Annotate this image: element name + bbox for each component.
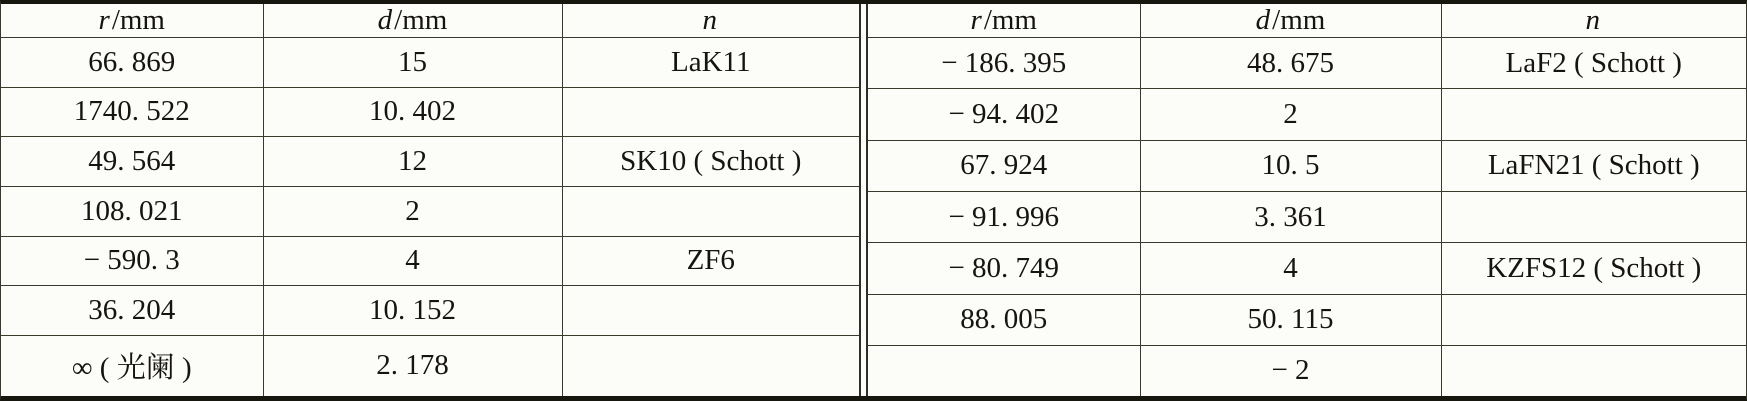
table-cell: 3. 361 <box>1140 191 1441 242</box>
table-cell <box>1441 89 1746 140</box>
table-row <box>868 89 1746 140</box>
table-cell: 10. 5 <box>1140 140 1441 191</box>
table-cell: 66. 869 <box>1 38 263 88</box>
table-cell: 88. 005 <box>868 294 1140 345</box>
table-cell: 10. 402 <box>263 87 562 137</box>
table-cell: 36. 204 <box>1 286 263 336</box>
column-header-d <box>263 4 562 38</box>
table-row <box>1 38 859 88</box>
column-header-symbol: n <box>702 4 717 36</box>
table-row <box>868 243 1746 294</box>
table-row <box>1 87 859 137</box>
column-header-symbol: n <box>1585 4 1600 36</box>
column-header-r <box>1 4 263 38</box>
table-cell: 48. 675 <box>1140 38 1441 89</box>
table-cell: 2 <box>263 186 562 236</box>
table-cell: SK10 ( Schott ) <box>562 137 859 187</box>
table-row <box>1 186 859 236</box>
table-cell: 67. 924 <box>868 140 1140 191</box>
table-cell <box>562 335 859 396</box>
lens-data-table-right <box>868 4 1746 396</box>
column-header-n <box>562 4 859 38</box>
table-cell <box>1441 294 1746 345</box>
table-cell: KZFS12 ( Schott ) <box>1441 243 1746 294</box>
table-row <box>1 236 859 286</box>
table-cell: 4 <box>1140 243 1441 294</box>
table-cell: 50. 115 <box>1140 294 1441 345</box>
table-row <box>868 140 1746 191</box>
table-cell: ∞ ( 光阑 ) <box>1 335 263 396</box>
table-cell: LaF2 ( Schott ) <box>1441 38 1746 89</box>
table-row <box>1 335 859 396</box>
table-row <box>1 137 859 187</box>
table-cell <box>562 186 859 236</box>
table-cell: 10. 152 <box>263 286 562 336</box>
table-row <box>868 294 1746 345</box>
table-row <box>868 38 1746 89</box>
column-header-r <box>868 4 1140 38</box>
header-row <box>868 4 1746 38</box>
table-cell: − 80. 749 <box>868 243 1140 294</box>
table-row <box>868 345 1746 396</box>
table-cell <box>1441 345 1746 396</box>
column-header-d <box>1140 4 1441 38</box>
table-cell: LaK11 <box>562 38 859 88</box>
table-cell <box>562 87 859 137</box>
table-cell: LaFN21 ( Schott ) <box>1441 140 1746 191</box>
table-cell: 15 <box>263 38 562 88</box>
table-cell: 1740. 522 <box>1 87 263 137</box>
table-cell: 49. 564 <box>1 137 263 187</box>
column-header-unit: /mm <box>394 4 448 36</box>
column-header-symbol: d <box>377 4 393 36</box>
column-header-n <box>1441 4 1746 38</box>
table-cell: − 2 <box>1140 345 1441 396</box>
table-cell: − 186. 395 <box>868 38 1140 89</box>
column-header-symbol: d <box>1255 4 1271 36</box>
table-cell <box>1441 191 1746 242</box>
table-cell: 2 <box>1140 89 1441 140</box>
table-cell: − 94. 402 <box>868 89 1140 140</box>
table-row <box>1 286 859 336</box>
column-header-unit: /mm <box>1272 4 1326 36</box>
table-cell: 4 <box>263 236 562 286</box>
table-cell: − 91. 996 <box>868 191 1140 242</box>
table-cell: − 590. 3 <box>1 236 263 286</box>
lens-data-table-left <box>1 4 859 396</box>
header-row <box>1 4 859 38</box>
table-cell: ZF6 <box>562 236 859 286</box>
column-header-symbol: r <box>970 4 982 36</box>
table-row <box>868 191 1746 242</box>
table-cell: 108. 021 <box>1 186 263 236</box>
column-header-unit: /mm <box>111 4 165 36</box>
table-cell: 12 <box>263 137 562 187</box>
table-cell: 2. 178 <box>263 335 562 396</box>
table-cell <box>868 345 1140 396</box>
table-cell <box>562 286 859 336</box>
double-rule-divider <box>859 4 868 396</box>
column-header-symbol: r <box>98 4 110 36</box>
column-header-unit: /mm <box>983 4 1037 36</box>
